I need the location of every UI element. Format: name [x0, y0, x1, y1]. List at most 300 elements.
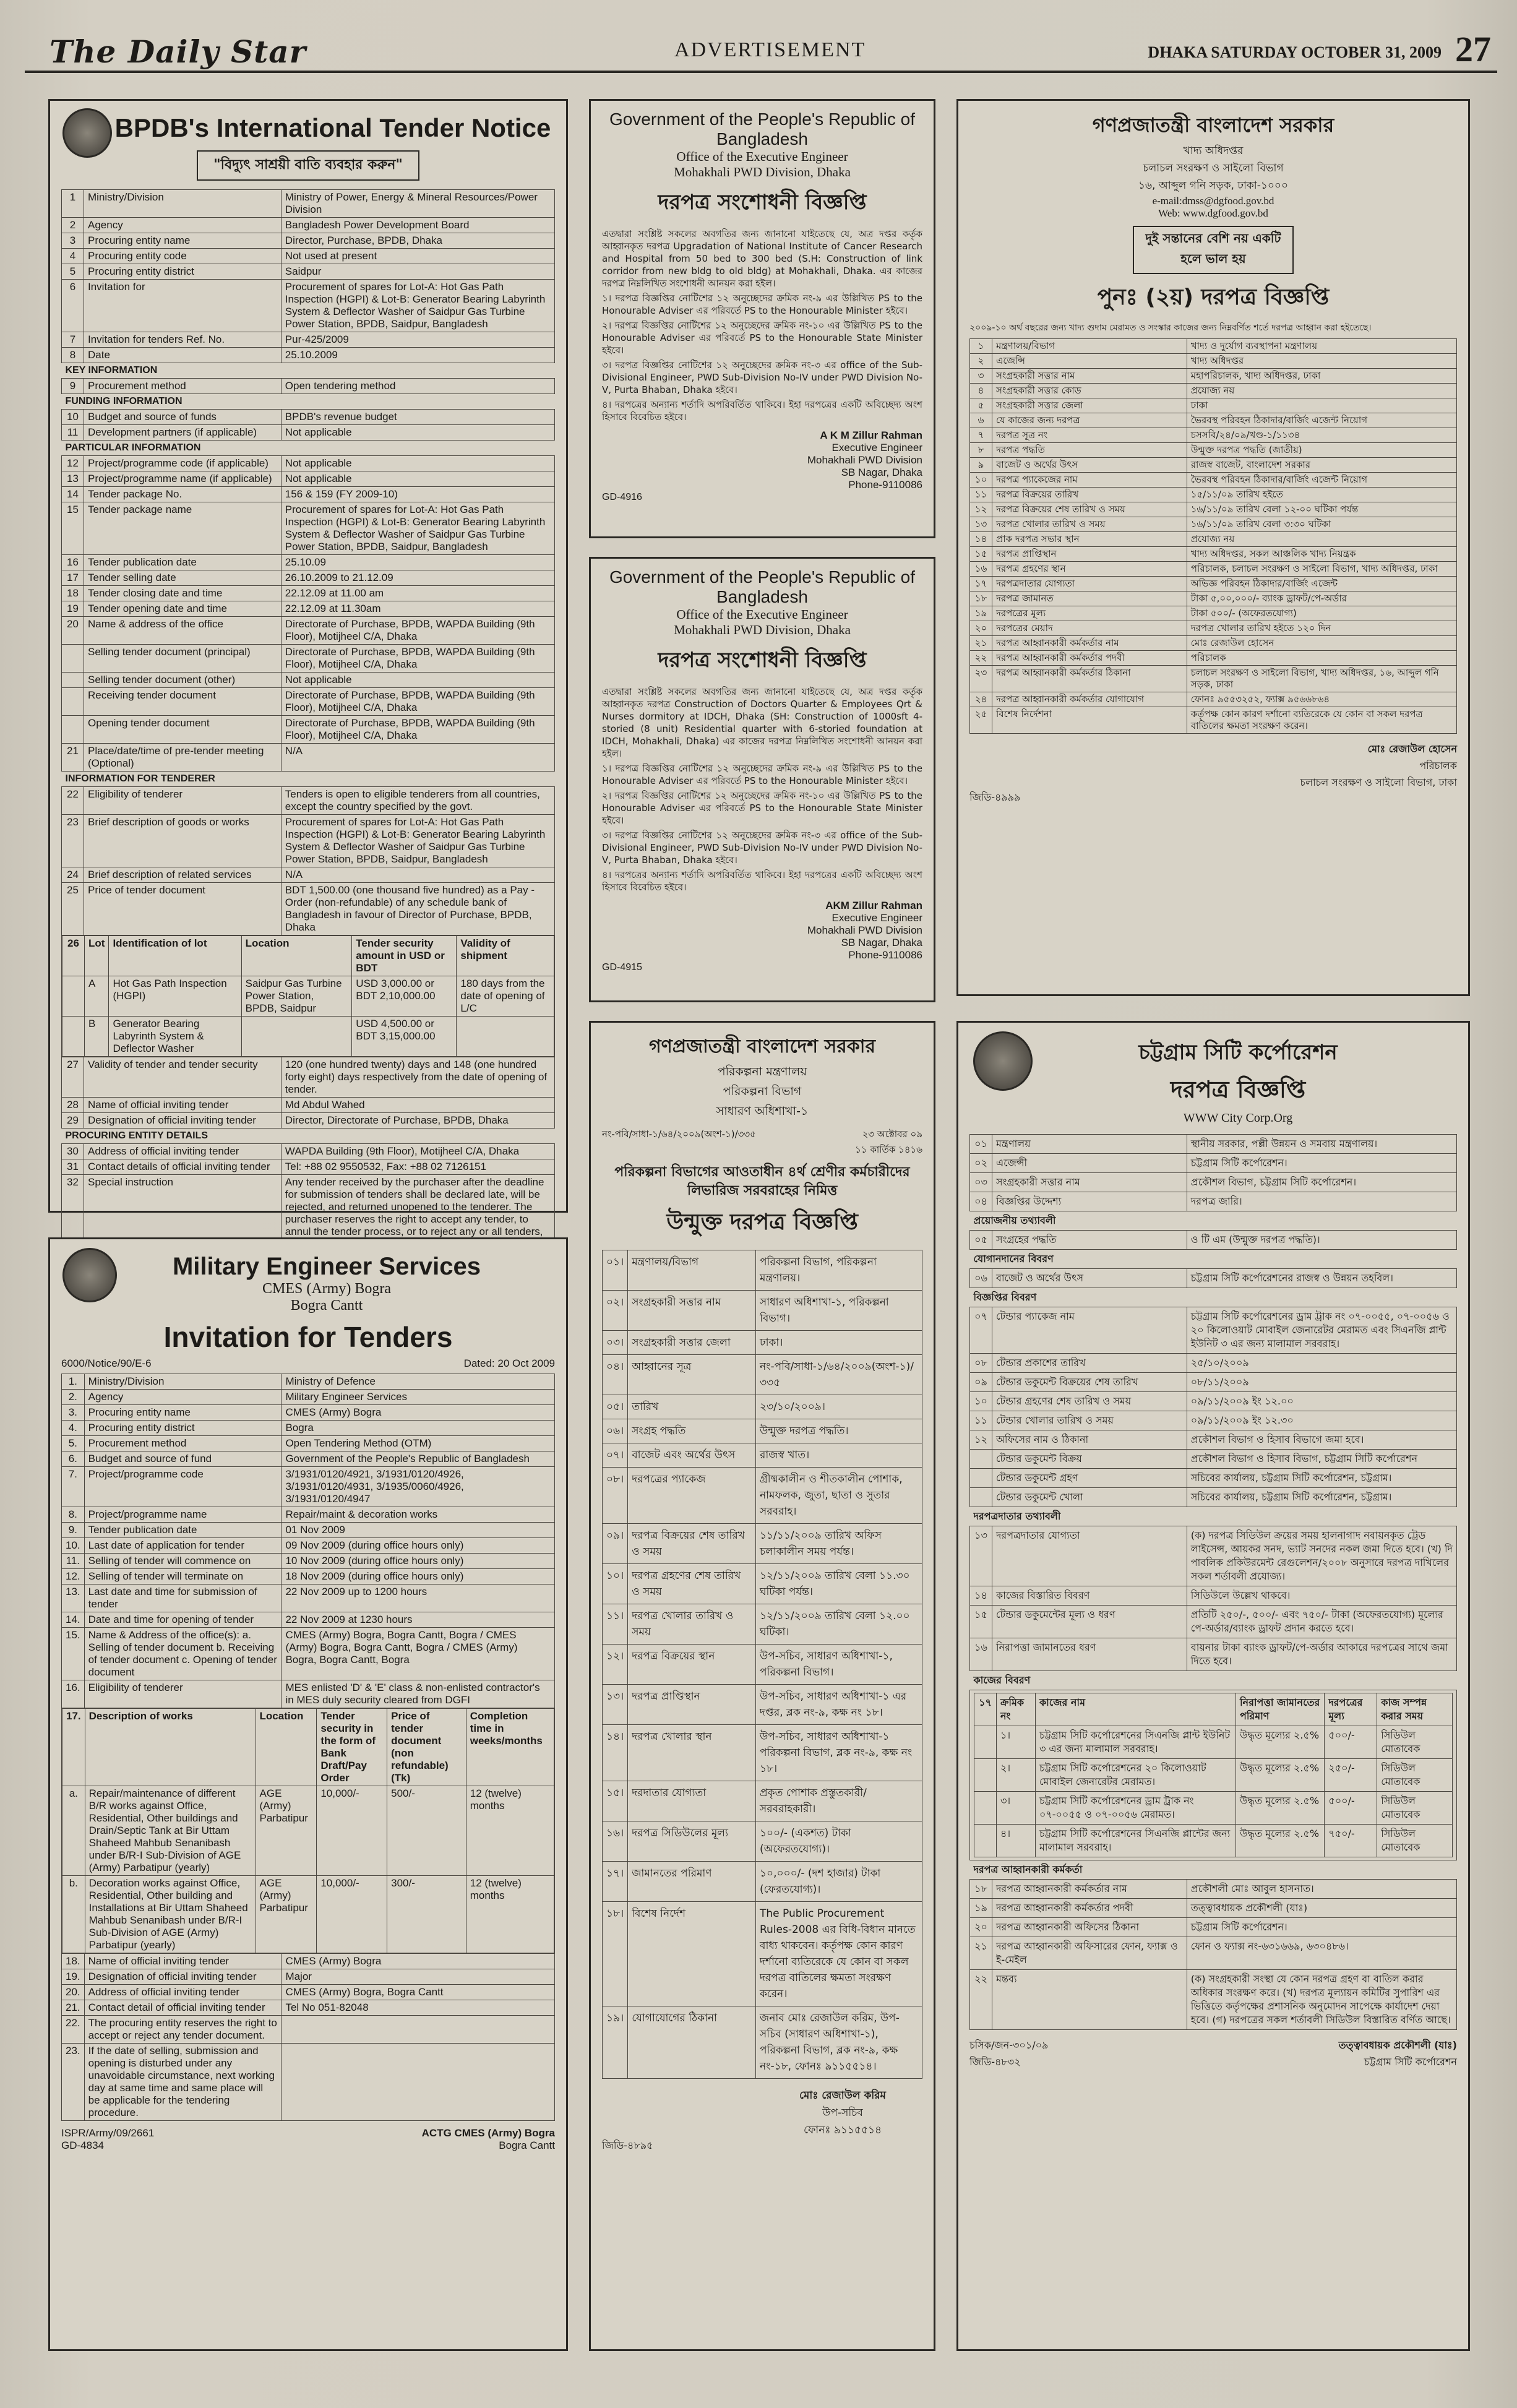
- table-row: [62, 348, 555, 363]
- table-row: [62, 2000, 555, 2016]
- table-cell: উন্মুক্ত দরপত্র পদ্ধতি।: [755, 1419, 922, 1443]
- table-row: [603, 1862, 922, 1902]
- table-cell: 30: [62, 1144, 84, 1159]
- table-cell: বিশেষ নির্দেশ: [628, 1902, 756, 2006]
- table-cell: কর্তৃপক্ষ কোন কারণ দর্শানো ব্যতিরেকে যে কোন বা সকল দরপত্র বাতিলের ক্ষমতা সংরক্ষণ করেন।: [1187, 707, 1456, 734]
- table-cell: নং-পবি/সাধা-১/৬৪/২০০৯(অংশ-১)/৩৩৫: [755, 1355, 922, 1395]
- ccc-head: দরপত্র বিজ্ঞপ্তি: [1170, 1076, 1306, 1103]
- table-row: [970, 1970, 1457, 2030]
- table-cell: ০৭: [970, 1307, 992, 1354]
- table-cell: নিরাপত্তা জামানতের পরিমাণ: [1236, 1693, 1324, 1726]
- table-cell: সংগ্রহকারী সত্তার নাম: [628, 1291, 756, 1331]
- table-cell: 17: [62, 570, 84, 586]
- table-cell: Saidpur: [281, 264, 554, 280]
- table-cell: 11: [62, 425, 84, 441]
- table-cell: Procurement of spares for Lot-A: Hot Gas Path Inspection (HGPI) & Lot-B: Generator Bearing Labyrinth System & Deflector Washer of Saidpur Gas Turbine Power Station, BPDB, Saidpur, Bangladesh: [281, 815, 554, 867]
- table-row: [62, 1585, 555, 1612]
- table-cell: ১৫: [970, 1606, 992, 1638]
- table-row: [603, 1443, 922, 1468]
- table-cell: [62, 688, 84, 716]
- table-cell: Location: [241, 936, 352, 976]
- table-cell: ঢাকা।: [755, 1331, 922, 1355]
- pwd2-office: Office of the Executive Engineer: [676, 607, 848, 622]
- table-row: [62, 555, 555, 570]
- table-row: [970, 1450, 1457, 1469]
- table-row: [970, 1154, 1457, 1173]
- table-cell: ২০: [970, 1918, 992, 1937]
- table-cell: বিশেষ নির্দেশনা: [992, 707, 1187, 734]
- table-row: [970, 1526, 1457, 1586]
- table-cell: দরদাতার যোগ্যতা: [628, 1781, 756, 1821]
- table-cell: 23.: [62, 2044, 85, 2121]
- pwd1-office2: Mohakhali PWD Division, Dhaka: [674, 165, 851, 179]
- table-cell: ১১: [970, 1411, 992, 1430]
- table-row: [603, 1419, 922, 1443]
- table-cell: 18.: [62, 1954, 85, 1969]
- table-cell: N/A: [281, 744, 554, 772]
- table-row: [62, 1467, 555, 1507]
- table-cell: চট্টগ্রাম সিটি কর্পোরেশনের ড্রাম ট্রাক নং ০৭-০০৫৫ ও ০৭-০০৫৬ মেরামত।: [1035, 1792, 1236, 1825]
- table-row: [62, 1374, 555, 1390]
- ccc-signer2: চট্টগ্রাম সিটি কর্পোরেশন: [1364, 2056, 1457, 2068]
- table-cell: ১৯: [970, 1899, 992, 1918]
- table-cell: 8.: [62, 1507, 85, 1523]
- table-cell: 22 Nov 2009 up to 1200 hours: [281, 1585, 555, 1612]
- table-cell: মন্ত্রণালয়: [992, 1135, 1187, 1154]
- table-cell: উপ-সচিব, সাধারণ অধিশাখা-১, পরিকল্পনা বিভাগ।: [755, 1645, 922, 1685]
- table-cell: Description of works: [85, 1709, 256, 1786]
- table-cell: ১০: [970, 1392, 992, 1411]
- table-cell: a.: [62, 1786, 85, 1876]
- table-cell: USD 3,000.00 or BDT 2,10,000.00: [352, 976, 457, 1017]
- plan-min: পরিকল্পনা মন্ত্রণালয়: [717, 1065, 807, 1078]
- table-cell: [974, 1759, 997, 1792]
- table-cell: Address of official inviting tender: [84, 1144, 281, 1159]
- table-row: [62, 601, 555, 617]
- pwd2-body: এতদ্বারা সংশ্লিষ্ট সকলের অবগতির জন্য জানানো যাইতেছে যে, অত্র দপ্তর কর্তৃক আহ্বানকৃত দরপত্র Construction of Doctors Quarter & Employees Qrt & Nurses dormitory at IDCH, Dhaka (SH: Construction of 1000sft 4-storied (8 unit) Residential quarter with 6-storied foundation at IDCH, Mohakhali, Dhaka) এর কাজের দরপত্র নিম্নলিখিত সংশোধনী আনয়ন করা হইল।: [602, 686, 922, 759]
- table-cell: দরপত্র জারি।: [1187, 1192, 1456, 1211]
- table-cell: রাজস্ব বাজেট, বাংলাদেশ সরকার: [1187, 458, 1456, 473]
- table-cell: স্থানীয় সরকার, পল্লী উন্নয়ন ও সমবায় মন্ত্রণালয়।: [1187, 1135, 1456, 1154]
- table-cell: 5.: [62, 1436, 85, 1451]
- table-cell: Budget and source of fund: [84, 1451, 281, 1467]
- table-cell: Directorate of Purchase, BPDB, WAPDA Building (9th Floor), Motijheel C/A, Dhaka: [281, 716, 554, 744]
- table-cell: দরপত্র আহ্বানকারী কর্মকর্তার যোগাযোগ: [992, 692, 1187, 707]
- table-cell: 10,000/-: [317, 1876, 387, 1953]
- table-cell: Price of tender document: [84, 883, 281, 935]
- pwd1-signer: A K M Zillur Rahman: [820, 429, 922, 441]
- table-cell: Selling tender document (other): [84, 673, 281, 688]
- table-row: [62, 744, 555, 772]
- table-row: [62, 1507, 555, 1523]
- table-cell: দরপত্রদাতার যোগ্যতা: [992, 577, 1187, 591]
- table-cell: ১৪: [970, 532, 992, 547]
- table-cell: ও টি এম (উন্মুক্ত দরপত্র পদ্ধতি)।: [1187, 1231, 1456, 1250]
- bpdb-slogan: "বিদ্যুৎ সাশ্রয়ী বাতি ব্যবহার করুন": [197, 150, 419, 181]
- table-cell: Project/programme code (if applicable): [84, 456, 281, 471]
- table-cell: উদ্ধৃত মূল্যের ২.৫%: [1236, 1825, 1324, 1857]
- table-cell: চট্টগ্রাম সিটি কর্পোরেশন।: [1187, 1154, 1456, 1173]
- table-cell: দরপত্রের মেয়াদ: [992, 621, 1187, 636]
- table-cell: ১১/১১/২০০৯ তারিখ অফিস চলাকালীন সময় পর্যন্ত।: [755, 1524, 922, 1564]
- table-cell: Not applicable: [281, 425, 554, 441]
- table-cell: ২৫/১০/২০০৯: [1187, 1354, 1456, 1373]
- table-cell: বাজেট ও অর্থের উৎস: [992, 458, 1187, 473]
- table-cell: ১৫/১১/০৯ তারিখ হইতে: [1187, 488, 1456, 502]
- table-cell: 7.: [62, 1467, 85, 1507]
- pwd1-points: [602, 292, 922, 423]
- table-row: [62, 233, 555, 249]
- table-cell: Not used at present: [281, 249, 554, 264]
- table-cell: দরপত্র খোলার তারিখ হইতে ১২০ দিন: [1187, 621, 1456, 636]
- table-cell: ৭: [970, 428, 992, 443]
- table-cell: ৪।: [997, 1825, 1036, 1857]
- table-cell: 22.12.09 at 11.00 am: [281, 586, 554, 601]
- table-cell: Pur-425/2009: [281, 332, 554, 348]
- table-cell: 09 Nov 2009 (during office hours only): [281, 1538, 555, 1554]
- table-cell: 24: [62, 867, 84, 883]
- works-table-wrap: [62, 1708, 555, 1954]
- table-cell: যোগানদানের বিবরণ: [970, 1250, 1457, 1269]
- plan-lead: পরিকল্পনা বিভাগের আওতাধীন ৪র্থ শ্রেণীর কর্মচারীদের লিভারিজ সরবরাহের নিমিত্ত: [614, 1164, 910, 1198]
- table-cell: Tender publication date: [84, 555, 281, 570]
- pwd1-body: এতদ্বারা সংশ্লিষ্ট সকলের অবগতির জন্য জানানো যাইতেছে যে, অত্র দপ্তর কর্তৃক আহ্বানকৃত দরপত্র Upgradation of National Institute of Cancer Research and Hospital from 50 bed to 300 bed (S.H: Construction of link corridor from new bldg to old bldg) at Mohakhali, Dhaka. এর কাজের দরপত্র নিম্নলিখিত সংশোধনী আনয়ন করা হইল।: [602, 228, 922, 289]
- section-label: ADVERTISEMENT: [674, 38, 866, 61]
- table-row: [970, 1937, 1457, 1970]
- dgfood-role: পরিচালক: [1419, 760, 1457, 772]
- table-cell: (ক) দরপত্র সিডিউল ক্রয়ের সময় হালনাগাদ নবায়নকৃত ট্রেড লাইসেন্স, আয়কর সনদ, ভ্যাট সনদের নকল জমা দিতে হবে। (খ) দি পাবলিক প্রকিউরমেন্ট রেগুলেশন/২০০৮ অনুসারে দরপত্র দাখিলের সকল শর্তাবলী প্রযোজ্য।: [1187, 1526, 1456, 1586]
- table-cell: ১৬।: [603, 1821, 628, 1862]
- table-cell: ১৫।: [603, 1781, 628, 1821]
- table-cell: অফিসের নাম ও ঠিকানা: [992, 1430, 1187, 1450]
- table-row: [62, 883, 555, 935]
- table-cell: দরপত্র আহ্বানকারী কর্মকর্তার পদবী: [992, 1899, 1187, 1918]
- table-cell: দরপত্র গ্রহণের স্থান: [992, 562, 1187, 577]
- table-cell: ৭৫০/-: [1325, 1825, 1377, 1857]
- table-cell: উন্মুক্ত দরপত্র পদ্ধতি (জাতীয়): [1187, 443, 1456, 458]
- table-row: [970, 547, 1457, 562]
- table-row: [62, 218, 555, 233]
- table-row: [62, 1523, 555, 1538]
- work-row: [62, 1786, 554, 1876]
- amendment-point: ১। দরপত্র বিজ্ঞপ্তির নোটিশের ১২ অনুচ্ছেদের ক্রমিক নং-৯ এর উল্লিখিত PS to the Honourable Adviser এর পরিবর্তে PS to the Honourable Minister হইবে।: [602, 293, 922, 316]
- table-cell: খাদ্য অধিদপ্তর: [1187, 354, 1456, 369]
- table-cell: কাজের নাম: [1035, 1693, 1236, 1726]
- table-cell: The Public Procurement Rules-2008 এর বিধি-বিধান মানতে বাধ্য থাকবেন। কর্তৃপক্ষ কোন কারণ দর্শানো ব্যতিরেকে যে কোন বা সকল দরপত্র বাতিলের ক্ষমতা সংরক্ষণ করেন।: [755, 1902, 922, 2006]
- page-number: 27: [1455, 29, 1491, 69]
- table-cell: এজেন্সী: [992, 1154, 1187, 1173]
- table-row: [62, 617, 555, 645]
- table-cell: ২৫০/-: [1325, 1759, 1377, 1792]
- table-cell: সচিবের কার্যালয়, চট্টগ্রাম সিটি কর্পোরেশন, চট্টগ্রাম।: [1187, 1469, 1456, 1488]
- table-cell: সিডিউলে উল্লেখ থাকবে।: [1187, 1586, 1456, 1606]
- table-row: [970, 488, 1457, 502]
- table-cell: ২৩: [970, 666, 992, 692]
- table-cell: যে কাজের জন্য দরপত্র: [992, 413, 1187, 428]
- table-cell: Date: [84, 348, 281, 363]
- table-cell: প্রয়োজনীয় তথ্যাবলী: [970, 1211, 1457, 1231]
- table-cell: FUNDING INFORMATION: [62, 394, 555, 410]
- table-cell: Tender package name: [84, 502, 281, 555]
- lot-table-row: [62, 935, 555, 1057]
- table-cell: ১৯: [970, 606, 992, 621]
- table-cell: Repair/maint & decoration works: [281, 1507, 555, 1523]
- mes-ref1: ISPR/Army/09/2661: [61, 2127, 155, 2139]
- table-cell: ১১।: [603, 1604, 628, 1645]
- table-cell: দরপত্রদাতার যোগ্যতা: [992, 1526, 1187, 1586]
- table-cell: ১৬/১১/০৯ তারিখ বেলা ৩:৩০ ঘটিকা: [1187, 517, 1456, 532]
- table-cell: [62, 976, 85, 1017]
- table-cell: Invitation for: [84, 280, 281, 332]
- table-cell: দরপত্র বিক্রয়ের শেষ তারিখ ও সময়: [628, 1524, 756, 1564]
- plan-refcode: জিডি-৪৮৯৫: [602, 2139, 653, 2151]
- plan-head: উন্মুক্ত দরপত্র বিজ্ঞপ্তি: [666, 1210, 858, 1235]
- table-cell: ভৈরবস্থ পরিবহন ঠিকাদার/বার্জিং এজেন্ট নিয়োগ: [1187, 413, 1456, 428]
- table-row: [62, 1144, 555, 1159]
- table-row: [62, 264, 555, 280]
- pwd-notice-1: [589, 99, 935, 538]
- table-cell: 32: [62, 1175, 84, 1252]
- table-row: [62, 1098, 555, 1113]
- table-cell: [241, 1017, 352, 1057]
- table-cell: If the date of selling, submission and opening is disturbed under any unavoidable circumstance, next working day at same time and same place will be applicable for the tendering procedure.: [84, 2044, 281, 2121]
- table-row: [603, 1355, 922, 1395]
- table-cell: 2.: [62, 1390, 85, 1405]
- table-cell: ১২: [970, 502, 992, 517]
- table-cell: ০৩: [970, 1173, 992, 1192]
- table-row: [970, 1638, 1457, 1671]
- table-row: [970, 1899, 1457, 1918]
- table-row: [603, 1685, 922, 1725]
- table-cell: দরপত্র আহ্বানকারী অফিসের ঠিকানা: [992, 1918, 1187, 1937]
- table-row: [970, 1373, 1457, 1392]
- table-cell: Designation of official inviting tender: [84, 1113, 281, 1129]
- table-cell: দরপত্রের মূল্য: [992, 606, 1187, 621]
- table-row: [970, 384, 1457, 398]
- section-heading-row: [970, 1288, 1457, 1307]
- table-cell: PARTICULAR INFORMATION: [62, 441, 555, 456]
- table-cell: 25.10.09: [281, 555, 554, 570]
- table-cell: Eligibility of tenderer: [84, 787, 281, 815]
- table-cell: মোঃ রেজাউল হোসেন: [1187, 636, 1456, 651]
- table-row: [62, 332, 555, 348]
- table-header-row: [974, 1693, 1453, 1726]
- table-cell: Procuring entity district: [84, 264, 281, 280]
- section-heading-row: [970, 1211, 1457, 1231]
- table-row: [603, 1395, 922, 1419]
- table-row: [62, 1628, 555, 1680]
- table-cell: ০৯/১১/২০০৯ ইং ১২.০০: [1187, 1392, 1456, 1411]
- table-cell: 3.: [62, 1405, 85, 1421]
- table-cell: Receiving tender document: [84, 688, 281, 716]
- table-cell: Not applicable: [281, 456, 554, 471]
- table-cell: 7: [62, 332, 84, 348]
- table-cell: টেন্ডার গ্রহণের শেষ তারিখ ও সময়: [992, 1392, 1187, 1411]
- pwd1-gov: Government of the People's Republic of Bangladesh: [609, 110, 916, 148]
- table-row: [970, 458, 1457, 473]
- table-cell: 19.: [62, 1969, 85, 1985]
- table-cell: সংগ্রহের পদ্ধতি: [992, 1231, 1187, 1250]
- lot-row: [62, 976, 554, 1017]
- table-cell: Director, Purchase, BPDB, Dhaka: [281, 233, 554, 249]
- lot-row: [62, 1017, 554, 1057]
- table-cell: 10 Nov 2009 (during office hours only): [281, 1554, 555, 1569]
- plan-date1: ২৩ অক্টোবর ০৯: [862, 1129, 922, 1140]
- table-row: [603, 2006, 922, 2079]
- mes-emblem: [62, 1248, 117, 1302]
- table-cell: তত্ত্বাবধায়ক প্রকৌশলী (যাঃ): [1187, 1899, 1456, 1918]
- table-cell: ০৩।: [603, 1331, 628, 1355]
- table-cell: উদ্ধৃত মূল্যের ২.৫%: [1236, 1759, 1324, 1792]
- table-cell: টেন্ডার প্যাকেজ নাম: [992, 1307, 1187, 1354]
- table-cell: টেন্ডার ডকুমেন্টের মূল্য ও ধরণ: [992, 1606, 1187, 1638]
- pwd1-head: দরপত্র সংশোধনী বিজ্ঞপ্তি: [658, 190, 867, 215]
- table-cell: WAPDA Building (9th Floor), Motijheel C/A, Dhaka: [281, 1144, 554, 1159]
- table-cell: 1.: [62, 1374, 85, 1390]
- ccc-works-table: [974, 1693, 1453, 1857]
- table-cell: INFORMATION FOR TENDERER: [62, 772, 555, 787]
- table-cell: 19: [62, 601, 84, 617]
- dgfood-dept2: চলাচল সংরক্ষণ ও সাইলো বিভাগ: [1143, 162, 1284, 174]
- table-row: [970, 443, 1457, 458]
- table-cell: 1: [62, 190, 84, 218]
- table-row: [970, 502, 1457, 517]
- plan-signature: [763, 2088, 922, 2139]
- table-cell: টেন্ডার খোলার তারিখ ও সময়: [992, 1411, 1187, 1430]
- table-cell: 16.: [62, 1680, 85, 1708]
- section-heading-row: [970, 1250, 1457, 1269]
- table-cell: দরপত্র পদ্ধতি: [992, 443, 1187, 458]
- table-cell: ৫: [970, 398, 992, 413]
- table-cell: দরপত্র প্রাপ্তিস্থান: [992, 547, 1187, 562]
- table-cell: দরপত্র খোলার তারিখ ও সময়: [628, 1604, 756, 1645]
- table-cell: পরিচালক, চলাচল সংরক্ষণ ও সাইলো বিভাগ, খাদ্য অধিদপ্তর, ঢাকা: [1187, 562, 1456, 577]
- table-cell: ১৬/১১/০৯ তারিখ বেলা ১২-০০ ঘটিকা পর্যন্ত: [1187, 502, 1456, 517]
- table-row: [603, 1645, 922, 1685]
- table-cell: 20.: [62, 1985, 85, 2000]
- table-cell: Eligibility of tenderer: [84, 1680, 281, 1708]
- table-cell: ১৬: [970, 562, 992, 577]
- paper-logo: The Daily Star: [49, 33, 306, 70]
- table-cell: 10: [62, 410, 84, 425]
- table-cell: প্রযোজ্য নয়: [1187, 384, 1456, 398]
- table-cell: পরিচালক: [1187, 651, 1456, 666]
- table-cell: ১৬: [970, 1638, 992, 1671]
- mes-sub1: CMES (Army) Bogra: [262, 1281, 391, 1297]
- table-cell: 13.: [62, 1585, 85, 1612]
- dgfood-dept-sign: চলাচল সংরক্ষণ ও সাইলো বিভাগ, ঢাকা: [1300, 776, 1457, 788]
- table-row: [970, 621, 1457, 636]
- table-cell: [62, 1017, 85, 1057]
- table-cell: Directorate of Purchase, BPDB, WAPDA Building (9th Floor), Motijheel C/A, Dhaka: [281, 688, 554, 716]
- table-cell: MES enlisted 'D' & 'E' class & non-enlisted contractor's in MES duly security cleared from DGFI: [281, 1680, 555, 1708]
- table-row: [62, 379, 555, 394]
- table-cell: খাদ্য অধিদপ্তর, সকল আঞ্চলিক খাদ্য নিয়ন্ত্রক: [1187, 547, 1456, 562]
- table-header-row: [62, 936, 554, 976]
- table-cell: প্রাক দরপত্র সভার স্থান: [992, 532, 1187, 547]
- table-cell: 9: [62, 379, 84, 394]
- table-cell: প্রকৌশল বিভাগ ও হিসাব বিভাগ, চট্টগ্রাম সিটি কর্পোরেশন: [1187, 1450, 1456, 1469]
- table-cell: ২।: [997, 1759, 1036, 1792]
- ccc-signer: তত্ত্বাবধায়ক প্রকৌশলী (যাঃ): [1338, 2039, 1457, 2051]
- table-row: [603, 1291, 922, 1331]
- table-row: [603, 1331, 922, 1355]
- table-cell: সচিবের কার্যালয়, চট্টগ্রাম সিটি কর্পোরেশন, চট্টগ্রাম।: [1187, 1488, 1456, 1507]
- pwd2-head: দরপত্র সংশোধনী বিজ্ঞপ্তি: [658, 648, 867, 673]
- dgfood-ref: জিডি-৪৯৯৯: [969, 791, 1021, 803]
- table-row: [970, 1880, 1457, 1899]
- table-cell: ০৬: [970, 1269, 992, 1288]
- table-row: [62, 2016, 555, 2044]
- table-cell: প্রকৌশল বিভাগ, চট্টগ্রাম সিটি কর্পোরেশন।: [1187, 1173, 1456, 1192]
- table-row: [970, 1586, 1457, 1606]
- table-cell: Generator Bearing Labyrinth System & Deflector Washer: [109, 1017, 241, 1057]
- table-cell: 2: [62, 218, 84, 233]
- table-cell: 15: [62, 502, 84, 555]
- mes-sub2: Bogra Cantt: [290, 1297, 363, 1314]
- table-cell: ফোন ও ফ্যাক্স নং-৬৩১৬৬৯, ৬৩০৪৮৬।: [1187, 1937, 1456, 1970]
- table-cell: ২৪: [970, 692, 992, 707]
- table-cell: Procuring entity name: [84, 233, 281, 249]
- table-cell: Military Engineer Services: [281, 1390, 555, 1405]
- table-row: [603, 1604, 922, 1645]
- table-header-row: [62, 1709, 554, 1786]
- table-cell: সিডিউল মোতাবেক: [1377, 1759, 1453, 1792]
- table-cell: Decoration works against Office, Residential, Other building and Installations at Bir Uttam Shaheed Mahbub Senanibash under B/R-I Sub-Division of AGE (Army) Parbatipur (yearly): [85, 1876, 256, 1953]
- table-cell: 17.: [62, 1709, 85, 1786]
- mes-notice-line: [61, 1357, 555, 1370]
- table-row: [62, 815, 555, 867]
- table-cell: CMES (Army) Bogra: [281, 1405, 555, 1421]
- table-cell: Contact details of official inviting tender: [84, 1159, 281, 1175]
- amendment-point: ১। দরপত্র বিজ্ঞপ্তির নোটিশের ১২ অনুচ্ছেদের ক্রমিক নং-৯ এর উল্লিখিত PS to the Honourable Adviser এর পরিবর্তে PS to the Honourable Minister হইবে।: [602, 763, 922, 786]
- table-cell: ১।: [997, 1726, 1036, 1759]
- table-row: [62, 570, 555, 586]
- table-row: [62, 1421, 555, 1436]
- table-row: [970, 1354, 1457, 1373]
- table-cell: 20: [62, 617, 84, 645]
- table-cell: Bangladesh Power Development Board: [281, 218, 554, 233]
- lot-table: [62, 935, 554, 1057]
- table-cell: Tender security in the form of Bank Draft/Pay Order: [317, 1709, 387, 1786]
- table-cell: Opening tender document: [84, 716, 281, 744]
- table-cell: Name & Address of the office(s): a. Selling of tender document b. Receiving of tender document c. Opening of tender document: [84, 1628, 281, 1680]
- table-cell: সংগ্রহ পদ্ধতি: [628, 1419, 756, 1443]
- table-cell: B: [85, 1017, 109, 1057]
- table-cell: সাধারণ অধিশাখা-১, পরিকল্পনা বিভাগ।: [755, 1291, 922, 1331]
- pwd1-role: Executive Engineer: [832, 442, 922, 454]
- table-cell: Procuring entity district: [84, 1421, 281, 1436]
- ccc-ref1: চসিক/জন-৩০১/০৯: [969, 2039, 1049, 2051]
- table-cell: Location: [256, 1709, 317, 1786]
- table-cell: ০১।: [603, 1250, 628, 1291]
- table-row: [970, 562, 1457, 577]
- table-row: [62, 1969, 555, 1985]
- table-row: [62, 425, 555, 441]
- table-cell: Price of tender document (non refundable) (Tk): [387, 1709, 466, 1786]
- table-cell: দরপত্র সূত্র নং: [992, 428, 1187, 443]
- table-cell: 6: [62, 280, 84, 332]
- table-cell: A: [85, 976, 109, 1017]
- dgfood-gov: গণপ্রজাতন্ত্রী বাংলাদেশ সরকার: [1092, 113, 1334, 137]
- table-row: [970, 1469, 1457, 1488]
- pwd1-div: Mohakhali PWD Division: [807, 454, 922, 466]
- table-cell: Procuring entity code: [84, 249, 281, 264]
- table-cell: Tender publication date: [84, 1523, 281, 1538]
- table-cell: Agency: [84, 1390, 281, 1405]
- table-cell: কাজের বিস্তারিত বিবরণ: [992, 1586, 1187, 1606]
- table-cell: 23: [62, 815, 84, 867]
